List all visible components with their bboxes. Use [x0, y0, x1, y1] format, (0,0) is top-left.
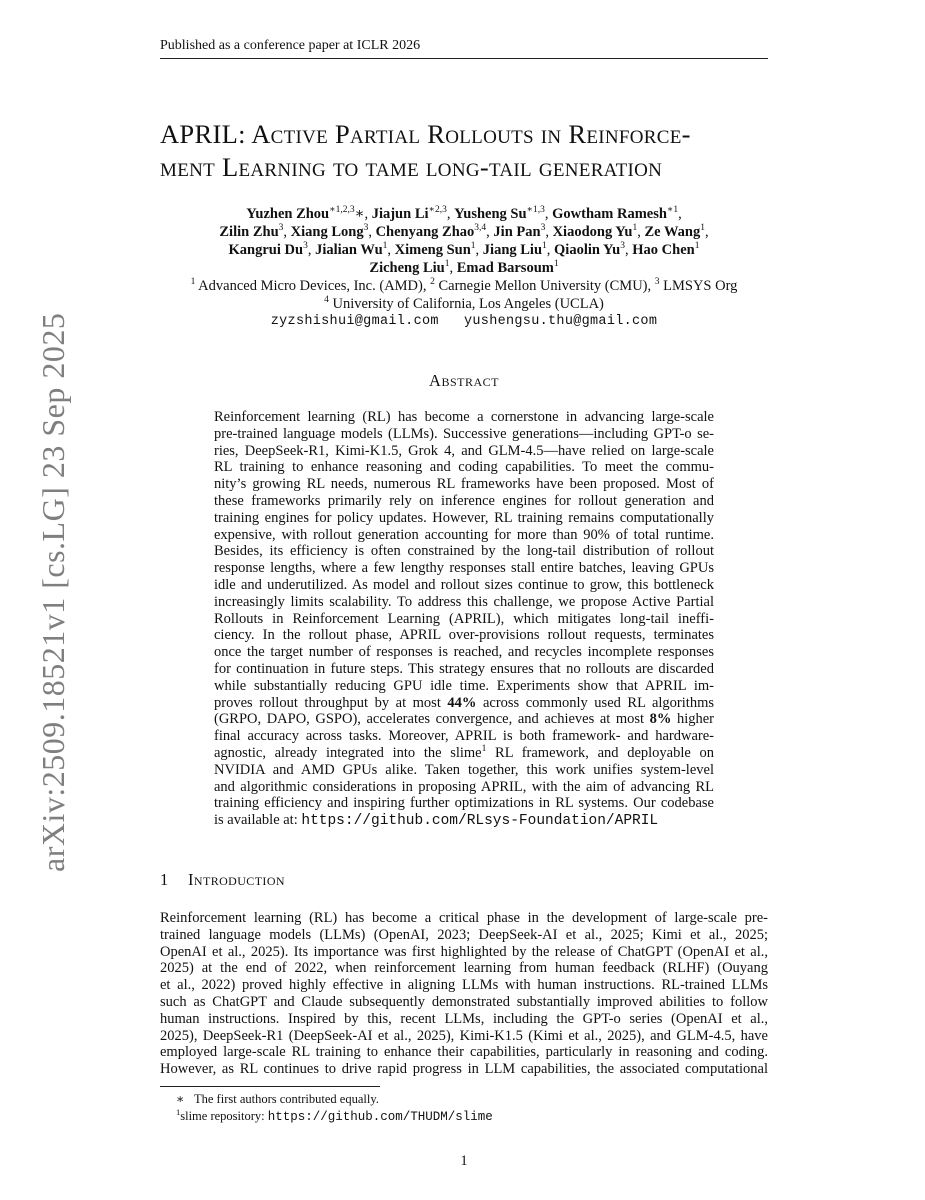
author-sup: 1 [382, 241, 388, 252]
author-sep: , [544, 206, 553, 222]
paper-title [160, 118, 780, 184]
abstract-heading: Abstract [429, 371, 499, 390]
footnote-mark: 1 [176, 1106, 181, 1117]
author-name: Xiaodong Yu [552, 224, 633, 240]
author-name: Jiang Liu [482, 242, 543, 258]
abstract-line: Rollouts in Reinforcement Learning (APRIL), which mitigates long-tail ineffi- [214, 610, 714, 627]
affil-sup: 3 [654, 277, 660, 288]
affiliation: Advanced Micro Devices, Inc. (AMD), [195, 278, 431, 294]
author-sep: , [625, 242, 633, 258]
affiliation-line [160, 277, 768, 295]
body-line: Reinforcement learning (RL) has become a critical phase in the development of large-scale pre- [160, 910, 768, 926]
author-sup: 1 [542, 241, 547, 252]
author-name: Jin Pan [493, 224, 541, 240]
abstract-line: final accuracy across tasks. Moreover, APRIL is both framework- and hardware- [214, 728, 714, 745]
affiliation: Carnegie Mellon University (CMU), [434, 278, 655, 294]
author-block [160, 205, 768, 331]
abstract-line [214, 812, 714, 830]
abstract-line: once the target number of responses is reached, and recycles incomplete responses [214, 644, 714, 661]
author-sep: ∗, [354, 206, 372, 222]
section-heading [160, 870, 768, 890]
author-name: Qiaolin Yu [554, 242, 621, 258]
abstract-line: ciency. In the rollout phase, APRIL over-provisions rollout requests, terminates [214, 627, 714, 644]
abstract-line: expensive, with rollout generation accounting for more than 90% of total runtime. [214, 526, 714, 543]
email-address[interactable]: yushengsu.thu@gmail.com [464, 314, 658, 329]
abstract-line: ries, DeepSeek-R1, Kimi-K1.5, Grok 4, and GLM-4.5—have relied on large-scale [214, 442, 714, 459]
footnote-text: The first authors contributed equally. [194, 1092, 379, 1106]
author-sep: , [546, 242, 555, 258]
author-sup: 3,4 [474, 223, 487, 234]
arxiv-watermark: arXiv:2509.18521v1 [cs.LG] 23 Sep 2025 [35, 312, 71, 872]
author-sep: , [307, 242, 316, 258]
running-header: Published as a conference paper at ICLR 2026 [160, 38, 768, 59]
abstract-line: training efficiency and inspiring further optimizations in RL systems. Our codebase [214, 795, 714, 812]
abstract-text: agnostic, already integrated into the slime [214, 744, 482, 761]
abstract-line [214, 695, 714, 712]
abstract-line: Besides, its efficiency is often constrained by the long-tail distribution of rollout [214, 543, 714, 560]
codebase-link[interactable]: https://github.com/RLsys-Foundation/APRIL [301, 813, 659, 830]
abstract-line: while substantially reducing GPU idle time. Experiments show that APRIL im- [214, 677, 714, 694]
footnote-text: slime repository: [180, 1109, 268, 1123]
author-sup: 3 [363, 223, 369, 234]
abstract-line: increasingly limits scalability. To address this challenge, we propose Active Partial [214, 593, 714, 610]
affiliation: LMSYS Org [659, 278, 738, 294]
author-name: Jiajun Li [371, 206, 429, 222]
affiliation-line [160, 295, 768, 313]
abstract-line: for continuation in future steps. This strategy ensures that no rollouts are discarded [214, 660, 714, 677]
section-number: 1 [160, 870, 169, 889]
author-line [160, 241, 768, 259]
page-number: 1 [460, 1153, 468, 1169]
abstract-line: response lengths, where a few lengthy responses stall entire batches, leaving GPUs [214, 560, 714, 577]
author-sup: 3 [303, 241, 308, 252]
abstract-line: nity’s growing RL needs, numerous RL frameworks have been proposed. Most of [214, 476, 714, 493]
author-sup: ∗1,2,3 [329, 205, 355, 216]
author-sup: ∗1 [666, 205, 679, 216]
author-sep: , [387, 242, 395, 258]
author-sup: 1 [632, 223, 638, 234]
author-name: Hao Chen [632, 242, 695, 258]
footnotes [176, 1091, 768, 1126]
title-line: APRIL: Active Partial Rollouts in Reinforce- [160, 119, 691, 149]
highlight-number: 8% [649, 711, 672, 728]
abstract-text: (GRPO, DAPO, GSPO), accelerates convergence, and achieves at most [214, 711, 650, 728]
author-name: Yusheng Su [454, 206, 527, 222]
abstract-line: idle and underutilized. As model and rollout sizes continue to grow, this bottleneck [214, 576, 714, 593]
abstract-line: NVIDIA and AMD GPUs alike. Taken together, this work unifies system-level [214, 761, 714, 778]
abstract-line: Reinforcement learning (RL) has become a cornerstone in advancing large-scale [214, 409, 714, 425]
author-sep: , [637, 224, 645, 240]
author-sup: 1 [700, 223, 705, 234]
affiliation: University of California, Los Angeles (UCLA) [328, 296, 604, 312]
author-name: Emad Barsoum [456, 260, 554, 276]
author-sep: , [368, 224, 376, 240]
abstract-line [214, 711, 714, 728]
body-line: employed large-scale RL training to enhance their capabilities, particularly in reasoning and coding. [160, 1044, 768, 1061]
author-sup: 1 [444, 259, 450, 270]
author-sup: 3 [278, 223, 284, 234]
author-name: Yuzhen Zhou [246, 206, 330, 222]
abstract-body [214, 409, 714, 830]
author-sep: , [486, 224, 494, 240]
author-sup: 3 [540, 223, 546, 234]
author-sep: , [678, 206, 682, 222]
affil-sup: 1 [190, 277, 196, 288]
abstract-text: RL framework, and deployable on [486, 744, 714, 761]
footnote-divider [160, 1086, 380, 1087]
abstract-text: proves rollout throughput by at most [214, 694, 448, 711]
email-address[interactable]: zyzshishui@gmail.com [270, 314, 439, 329]
author-sep: , [475, 242, 483, 258]
abstract-line: and algorithmic considerations in proposing APRIL, with the aim of advancing RL [214, 778, 714, 795]
author-line [160, 205, 768, 223]
abstract-line: RL training to enhance reasoning and coding capabilities. To meet the commu- [214, 459, 714, 476]
author-sep: , [449, 260, 457, 276]
body-line: However, as RL continues to drive rapid progress in LLM capabilities, the associated computational [160, 1061, 768, 1078]
author-sep: , [704, 224, 709, 240]
body-line: 2025), DeepSeek-R1 (DeepSeek-AI et al., 2025), Kimi-K1.5 (Kimi et al., 2025), and GLM-4.5, have [160, 1027, 768, 1044]
author-sup: ∗2,3 [428, 205, 447, 216]
author-sep: , [283, 224, 291, 240]
author-name: Zicheng Liu [369, 260, 445, 276]
email-line [160, 313, 768, 331]
body-line: trained language models (LLMs) (OpenAI, 2023; DeepSeek-AI et al., 2025; Kimi et al., 2025; [160, 926, 768, 943]
author-name: Kangrui Du [228, 242, 304, 258]
footnote-ref[interactable]: 1 [481, 744, 487, 755]
author-sup: 1 [470, 241, 476, 252]
author-sup: 3 [620, 241, 626, 252]
author-sep: , [446, 206, 455, 222]
footnote [176, 1091, 768, 1108]
body-line: human instructions. Inspired by this, recent LLMs, including the GPT-o series (OpenAI et al., [160, 1010, 768, 1027]
author-name: Gowtham Ramesh [552, 206, 667, 222]
affil-sup: 2 [430, 277, 435, 288]
author-line [160, 259, 768, 277]
abstract-text: is available at: [214, 812, 302, 829]
abstract-text: higher [671, 711, 714, 728]
body-line: 2025) at the end of 2022, when reinforcement learning from human feedback (RLHF) (Ouyang [160, 960, 768, 977]
author-sup: 1 [553, 259, 559, 270]
footnote-mark: ∗ [176, 1092, 185, 1106]
abstract-text: across commonly used RL algorithms [476, 694, 714, 711]
author-name: Xiang Long [290, 224, 364, 240]
author-line [160, 223, 768, 241]
title-line: ment Learning to tame long-tail generation [160, 152, 663, 182]
author-name: Chenyang Zhao [375, 224, 475, 240]
author-sup: ∗1,3 [526, 205, 545, 216]
author-sup: 1 [694, 241, 700, 252]
author-name: Jialian Wu [315, 242, 383, 258]
affil-sup: 4 [324, 295, 329, 306]
author-name: Ximeng Sun [394, 242, 471, 258]
footnote [176, 1108, 768, 1126]
slime-repo-link[interactable]: https://github.com/THUDM/slime [267, 1110, 493, 1124]
body-line: et al., 2022) proved highly effective in aligning LLMs with human instructions. RL-trained LLMs [160, 977, 768, 994]
abstract-line: pre-trained language models (LLMs). Successive generations—including GPT-o se- [214, 425, 714, 442]
abstract-line: these frameworks primarily rely on inference engines for rollout generation and [214, 492, 714, 509]
abstract-line [214, 745, 714, 762]
body-line: such as ChatGPT and Claude subsequently demonstrated substantially improved abilities to follow [160, 993, 768, 1010]
section-title: Introduction [188, 870, 285, 889]
author-name: Zilin Zhu [219, 224, 279, 240]
intro-body [160, 910, 768, 1078]
author-sep: , [545, 224, 553, 240]
abstract-line: training engines for policy updates. However, RL training remains computationally [214, 509, 714, 526]
author-name: Ze Wang [644, 224, 701, 240]
body-line: OpenAI et al., 2025). Its importance was first highlighted by the release of ChatGPT (OpenAI et al., [160, 943, 768, 960]
highlight-number: 44% [447, 694, 477, 711]
